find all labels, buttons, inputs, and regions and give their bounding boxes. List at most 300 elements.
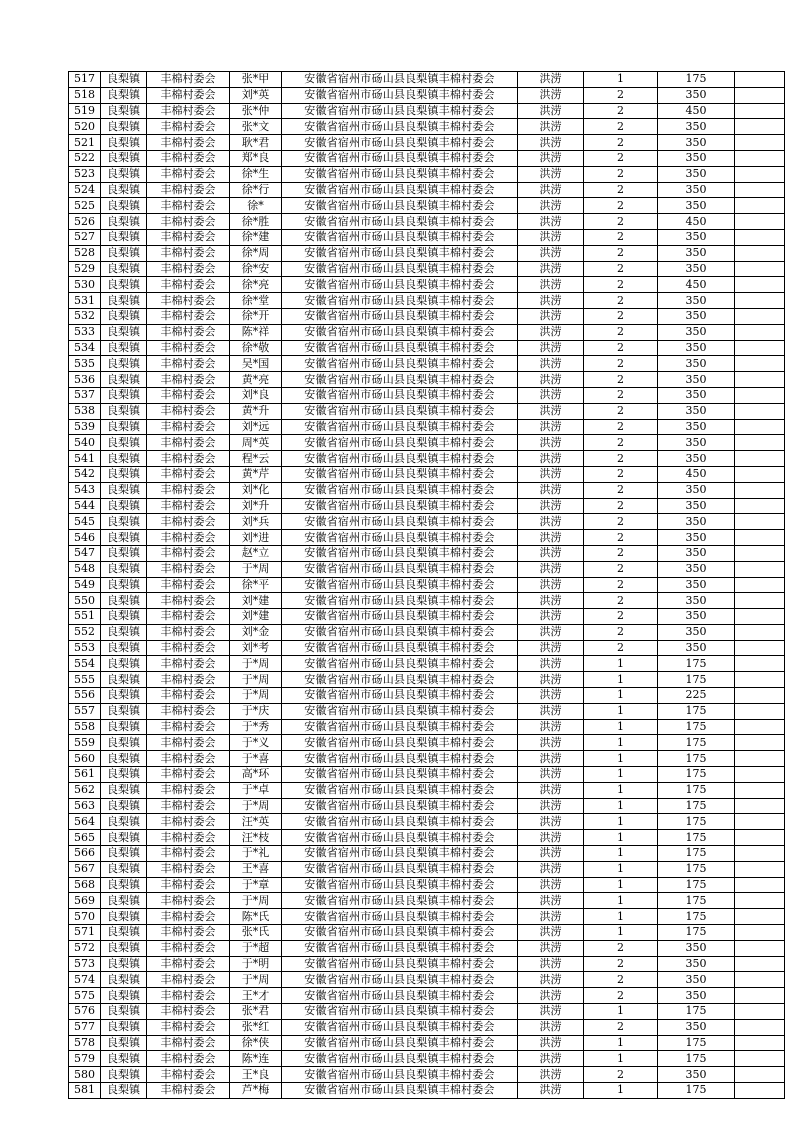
disaster-type-cell: 洪涝 (518, 877, 584, 893)
household-count-cell: 2 (584, 498, 658, 514)
town-cell: 良梨镇 (101, 561, 147, 577)
amount-cell: 175 (658, 72, 735, 88)
village-committee-cell: 丰棉村委会 (147, 972, 230, 988)
town-cell: 良梨镇 (101, 893, 147, 909)
name-cell: 于*超 (230, 940, 282, 956)
row-number: 546 (69, 530, 101, 546)
amount-cell: 350 (658, 561, 735, 577)
row-number: 547 (69, 545, 101, 561)
amount-cell: 350 (658, 324, 735, 340)
address-cell: 安徽省宿州市砀山县良梨镇丰棉村委会 (282, 577, 518, 593)
amount-cell: 450 (658, 277, 735, 293)
amount-cell: 350 (658, 229, 735, 245)
household-count-cell: 2 (584, 308, 658, 324)
amount-cell: 350 (658, 372, 735, 388)
household-count-cell: 2 (584, 135, 658, 151)
amount-cell: 175 (658, 767, 735, 783)
row-number: 555 (69, 672, 101, 688)
village-committee-cell: 丰棉村委会 (147, 767, 230, 783)
row-number: 540 (69, 435, 101, 451)
household-count-cell: 2 (584, 387, 658, 403)
village-committee-cell: 丰棉村委会 (147, 1035, 230, 1051)
household-count-cell: 2 (584, 87, 658, 103)
address-cell: 安徽省宿州市砀山县良梨镇丰棉村委会 (282, 909, 518, 925)
village-committee-cell: 丰棉村委会 (147, 419, 230, 435)
amount-cell: 450 (658, 214, 735, 230)
address-cell: 安徽省宿州市砀山县良梨镇丰棉村委会 (282, 498, 518, 514)
amount-cell: 350 (658, 166, 735, 182)
address-cell: 安徽省宿州市砀山县良梨镇丰棉村委会 (282, 324, 518, 340)
village-committee-cell: 丰棉村委会 (147, 751, 230, 767)
amount-cell: 350 (658, 514, 735, 530)
table-row (69, 1004, 785, 1020)
address-cell: 安徽省宿州市砀山县良梨镇丰棉村委会 (282, 261, 518, 277)
town-cell: 良梨镇 (101, 72, 147, 88)
row-number: 550 (69, 593, 101, 609)
disaster-type-cell: 洪涝 (518, 1051, 584, 1067)
address-cell: 安徽省宿州市砀山县良梨镇丰棉村委会 (282, 767, 518, 783)
name-cell: 刘*建 (230, 593, 282, 609)
row-number: 530 (69, 277, 101, 293)
household-count-cell: 1 (584, 782, 658, 798)
blank-cell (735, 308, 785, 324)
name-cell: 陈*祥 (230, 324, 282, 340)
blank-cell (735, 751, 785, 767)
blank-cell (735, 672, 785, 688)
village-committee-cell: 丰棉村委会 (147, 482, 230, 498)
amount-cell: 175 (658, 1051, 735, 1067)
blank-cell (735, 972, 785, 988)
disaster-type-cell: 洪涝 (518, 1004, 584, 1020)
village-committee-cell: 丰棉村委会 (147, 451, 230, 467)
blank-cell (735, 814, 785, 830)
name-cell: 王*良 (230, 1067, 282, 1083)
amount-cell: 175 (658, 1083, 735, 1099)
disaster-type-cell: 洪涝 (518, 530, 584, 546)
town-cell: 良梨镇 (101, 846, 147, 862)
amount-cell: 350 (658, 435, 735, 451)
blank-cell (735, 593, 785, 609)
name-cell: 赵*立 (230, 545, 282, 561)
town-cell: 良梨镇 (101, 387, 147, 403)
name-cell: 耿*君 (230, 135, 282, 151)
name-cell: 徐*周 (230, 245, 282, 261)
amount-cell: 350 (658, 1019, 735, 1035)
household-count-cell: 2 (584, 198, 658, 214)
table-row (69, 324, 785, 340)
name-cell: 于*周 (230, 972, 282, 988)
town-cell: 良梨镇 (101, 87, 147, 103)
name-cell: 于*周 (230, 656, 282, 672)
row-number: 544 (69, 498, 101, 514)
village-committee-cell: 丰棉村委会 (147, 624, 230, 640)
table-row (69, 530, 785, 546)
town-cell: 良梨镇 (101, 308, 147, 324)
blank-cell (735, 103, 785, 119)
town-cell: 良梨镇 (101, 403, 147, 419)
blank-cell (735, 1051, 785, 1067)
blank-cell (735, 245, 785, 261)
name-cell: 于*章 (230, 877, 282, 893)
disaster-type-cell: 洪涝 (518, 830, 584, 846)
town-cell: 良梨镇 (101, 609, 147, 625)
name-cell: 于*周 (230, 893, 282, 909)
household-count-cell: 2 (584, 245, 658, 261)
disaster-type-cell: 洪涝 (518, 1019, 584, 1035)
name-cell: 于*明 (230, 956, 282, 972)
village-committee-cell: 丰棉村委会 (147, 1004, 230, 1020)
disaster-type-cell: 洪涝 (518, 703, 584, 719)
town-cell: 良梨镇 (101, 1067, 147, 1083)
household-count-cell: 2 (584, 545, 658, 561)
blank-cell (735, 1019, 785, 1035)
address-cell: 安徽省宿州市砀山县良梨镇丰棉村委会 (282, 451, 518, 467)
amount-cell: 350 (658, 150, 735, 166)
table-row (69, 814, 785, 830)
disaster-type-cell: 洪涝 (518, 87, 584, 103)
name-cell: 张*氏 (230, 925, 282, 941)
village-committee-cell: 丰棉村委会 (147, 308, 230, 324)
town-cell: 良梨镇 (101, 988, 147, 1004)
town-cell: 良梨镇 (101, 672, 147, 688)
amount-cell: 350 (658, 419, 735, 435)
blank-cell (735, 1035, 785, 1051)
row-number: 562 (69, 782, 101, 798)
village-committee-cell: 丰棉村委会 (147, 387, 230, 403)
household-count-cell: 1 (584, 1035, 658, 1051)
row-number: 535 (69, 356, 101, 372)
village-committee-cell: 丰棉村委会 (147, 87, 230, 103)
amount-cell: 175 (658, 1004, 735, 1020)
town-cell: 良梨镇 (101, 135, 147, 151)
address-cell: 安徽省宿州市砀山县良梨镇丰棉村委会 (282, 719, 518, 735)
household-count-cell: 2 (584, 940, 658, 956)
amount-cell: 175 (658, 877, 735, 893)
household-count-cell: 2 (584, 372, 658, 388)
address-cell: 安徽省宿州市砀山县良梨镇丰棉村委会 (282, 419, 518, 435)
disaster-type-cell: 洪涝 (518, 814, 584, 830)
village-committee-cell: 丰棉村委会 (147, 861, 230, 877)
address-cell: 安徽省宿州市砀山县良梨镇丰棉村委会 (282, 751, 518, 767)
town-cell: 良梨镇 (101, 435, 147, 451)
village-committee-cell: 丰棉村委会 (147, 182, 230, 198)
blank-cell (735, 150, 785, 166)
household-count-cell: 2 (584, 593, 658, 609)
village-committee-cell: 丰棉村委会 (147, 372, 230, 388)
table-row (69, 166, 785, 182)
row-number: 519 (69, 103, 101, 119)
household-count-cell: 2 (584, 214, 658, 230)
address-cell: 安徽省宿州市砀山县良梨镇丰棉村委会 (282, 356, 518, 372)
town-cell: 良梨镇 (101, 261, 147, 277)
village-committee-cell: 丰棉村委会 (147, 135, 230, 151)
name-cell: 徐*开 (230, 308, 282, 324)
village-committee-cell: 丰棉村委会 (147, 545, 230, 561)
row-number: 520 (69, 119, 101, 135)
amount-cell: 350 (658, 940, 735, 956)
name-cell: 徐*平 (230, 577, 282, 593)
town-cell: 良梨镇 (101, 166, 147, 182)
amount-cell: 175 (658, 814, 735, 830)
table-row (69, 451, 785, 467)
disaster-type-cell: 洪涝 (518, 119, 584, 135)
village-committee-cell: 丰棉村委会 (147, 1019, 230, 1035)
amount-cell: 175 (658, 909, 735, 925)
household-count-cell: 1 (584, 719, 658, 735)
address-cell: 安徽省宿州市砀山县良梨镇丰棉村委会 (282, 293, 518, 309)
blank-cell (735, 324, 785, 340)
address-cell: 安徽省宿州市砀山县良梨镇丰棉村委会 (282, 782, 518, 798)
table-row (69, 198, 785, 214)
table-row (69, 688, 785, 704)
village-committee-cell: 丰棉村委会 (147, 846, 230, 862)
address-cell: 安徽省宿州市砀山县良梨镇丰棉村委会 (282, 308, 518, 324)
disaster-type-cell: 洪涝 (518, 308, 584, 324)
village-committee-cell: 丰棉村委会 (147, 798, 230, 814)
town-cell: 良梨镇 (101, 245, 147, 261)
address-cell: 安徽省宿州市砀山县良梨镇丰棉村委会 (282, 72, 518, 88)
address-cell: 安徽省宿州市砀山县良梨镇丰棉村委会 (282, 940, 518, 956)
table-row (69, 1051, 785, 1067)
household-count-cell: 1 (584, 909, 658, 925)
disaster-type-cell: 洪涝 (518, 245, 584, 261)
table-row (69, 182, 785, 198)
village-committee-cell: 丰棉村委会 (147, 150, 230, 166)
name-cell: 于*庆 (230, 703, 282, 719)
town-cell: 良梨镇 (101, 340, 147, 356)
town-cell: 良梨镇 (101, 119, 147, 135)
address-cell: 安徽省宿州市砀山县良梨镇丰棉村委会 (282, 150, 518, 166)
name-cell: 徐*胜 (230, 214, 282, 230)
town-cell: 良梨镇 (101, 1004, 147, 1020)
disaster-type-cell: 洪涝 (518, 861, 584, 877)
disaster-type-cell: 洪涝 (518, 435, 584, 451)
household-count-cell: 1 (584, 703, 658, 719)
name-cell: 刘*化 (230, 482, 282, 498)
table-row (69, 293, 785, 309)
village-committee-cell: 丰棉村委会 (147, 72, 230, 88)
row-number: 523 (69, 166, 101, 182)
amount-cell: 350 (658, 387, 735, 403)
disaster-type-cell: 洪涝 (518, 214, 584, 230)
table-row (69, 751, 785, 767)
disaster-type-cell: 洪涝 (518, 482, 584, 498)
amount-cell: 350 (658, 87, 735, 103)
row-number: 559 (69, 735, 101, 751)
table-row (69, 103, 785, 119)
address-cell: 安徽省宿州市砀山县良梨镇丰棉村委会 (282, 229, 518, 245)
village-committee-cell: 丰棉村委会 (147, 293, 230, 309)
address-cell: 安徽省宿州市砀山县良梨镇丰棉村委会 (282, 988, 518, 1004)
address-cell: 安徽省宿州市砀山县良梨镇丰棉村委会 (282, 735, 518, 751)
disaster-type-cell: 洪涝 (518, 1083, 584, 1099)
amount-cell: 350 (658, 340, 735, 356)
household-count-cell: 2 (584, 1067, 658, 1083)
blank-cell (735, 719, 785, 735)
village-committee-cell: 丰棉村委会 (147, 561, 230, 577)
name-cell: 刘*英 (230, 87, 282, 103)
address-cell: 安徽省宿州市砀山县良梨镇丰棉村委会 (282, 593, 518, 609)
row-number: 572 (69, 940, 101, 956)
household-count-cell: 2 (584, 956, 658, 972)
town-cell: 良梨镇 (101, 1035, 147, 1051)
village-committee-cell: 丰棉村委会 (147, 1083, 230, 1099)
table-row (69, 214, 785, 230)
disaster-type-cell: 洪涝 (518, 451, 584, 467)
town-cell: 良梨镇 (101, 466, 147, 482)
amount-cell: 350 (658, 261, 735, 277)
village-committee-cell: 丰棉村委会 (147, 403, 230, 419)
amount-cell: 350 (658, 198, 735, 214)
name-cell: 徐*行 (230, 182, 282, 198)
town-cell: 良梨镇 (101, 451, 147, 467)
amount-cell: 350 (658, 988, 735, 1004)
blank-cell (735, 530, 785, 546)
blank-cell (735, 72, 785, 88)
name-cell: 于*秀 (230, 719, 282, 735)
village-committee-cell: 丰棉村委会 (147, 640, 230, 656)
town-cell: 良梨镇 (101, 624, 147, 640)
row-number: 551 (69, 609, 101, 625)
town-cell: 良梨镇 (101, 782, 147, 798)
town-cell: 良梨镇 (101, 703, 147, 719)
blank-cell (735, 1083, 785, 1099)
village-committee-cell: 丰棉村委会 (147, 593, 230, 609)
amount-cell: 350 (658, 530, 735, 546)
row-number: 538 (69, 403, 101, 419)
village-committee-cell: 丰棉村委会 (147, 1051, 230, 1067)
blank-cell (735, 640, 785, 656)
row-number: 525 (69, 198, 101, 214)
disaster-type-cell: 洪涝 (518, 782, 584, 798)
table-row (69, 1019, 785, 1035)
name-cell: 张*甲 (230, 72, 282, 88)
household-count-cell: 2 (584, 324, 658, 340)
address-cell: 安徽省宿州市砀山县良梨镇丰棉村委会 (282, 972, 518, 988)
household-count-cell: 1 (584, 798, 658, 814)
name-cell: 王*才 (230, 988, 282, 1004)
name-cell: 刘*良 (230, 387, 282, 403)
household-count-cell: 1 (584, 1004, 658, 1020)
household-count-cell: 2 (584, 229, 658, 245)
table-row (69, 1083, 785, 1099)
village-committee-cell: 丰棉村委会 (147, 245, 230, 261)
disaster-type-cell: 洪涝 (518, 909, 584, 925)
village-committee-cell: 丰棉村委会 (147, 577, 230, 593)
town-cell: 良梨镇 (101, 972, 147, 988)
row-number: 566 (69, 846, 101, 862)
amount-cell: 450 (658, 103, 735, 119)
blank-cell (735, 498, 785, 514)
disaster-type-cell: 洪涝 (518, 751, 584, 767)
address-cell: 安徽省宿州市砀山县良梨镇丰棉村委会 (282, 861, 518, 877)
table-row (69, 877, 785, 893)
household-count-cell: 1 (584, 814, 658, 830)
row-number: 531 (69, 293, 101, 309)
disaster-type-cell: 洪涝 (518, 293, 584, 309)
blank-cell (735, 703, 785, 719)
row-number: 579 (69, 1051, 101, 1067)
row-number: 517 (69, 72, 101, 88)
amount-cell: 350 (658, 135, 735, 151)
table-row (69, 466, 785, 482)
village-committee-cell: 丰棉村委会 (147, 214, 230, 230)
village-committee-cell: 丰棉村委会 (147, 609, 230, 625)
town-cell: 良梨镇 (101, 514, 147, 530)
household-count-cell: 2 (584, 103, 658, 119)
blank-cell (735, 198, 785, 214)
amount-cell: 225 (658, 688, 735, 704)
table-row (69, 419, 785, 435)
village-committee-cell: 丰棉村委会 (147, 672, 230, 688)
disaster-type-cell: 洪涝 (518, 1067, 584, 1083)
address-cell: 安徽省宿州市砀山县良梨镇丰棉村委会 (282, 846, 518, 862)
town-cell: 良梨镇 (101, 798, 147, 814)
town-cell: 良梨镇 (101, 830, 147, 846)
household-count-cell: 2 (584, 451, 658, 467)
blank-cell (735, 925, 785, 941)
household-count-cell: 1 (584, 751, 658, 767)
disaster-type-cell: 洪涝 (518, 577, 584, 593)
address-cell: 安徽省宿州市砀山县良梨镇丰棉村委会 (282, 640, 518, 656)
row-number: 541 (69, 451, 101, 467)
amount-cell: 350 (658, 356, 735, 372)
town-cell: 良梨镇 (101, 1051, 147, 1067)
village-committee-cell: 丰棉村委会 (147, 435, 230, 451)
town-cell: 良梨镇 (101, 877, 147, 893)
blank-cell (735, 735, 785, 751)
row-number: 518 (69, 87, 101, 103)
town-cell: 良梨镇 (101, 545, 147, 561)
amount-cell: 450 (658, 466, 735, 482)
table-row (69, 514, 785, 530)
disaster-type-cell: 洪涝 (518, 1035, 584, 1051)
blank-cell (735, 846, 785, 862)
amount-cell: 175 (658, 735, 735, 751)
name-cell: 徐*侠 (230, 1035, 282, 1051)
name-cell: 汪*枝 (230, 830, 282, 846)
blank-cell (735, 656, 785, 672)
town-cell: 良梨镇 (101, 372, 147, 388)
blank-cell (735, 577, 785, 593)
name-cell: 徐*敬 (230, 340, 282, 356)
row-number: 580 (69, 1067, 101, 1083)
name-cell: 徐*安 (230, 261, 282, 277)
name-cell: 于*喜 (230, 751, 282, 767)
town-cell: 良梨镇 (101, 324, 147, 340)
household-count-cell: 2 (584, 419, 658, 435)
table-row (69, 72, 785, 88)
row-number: 554 (69, 656, 101, 672)
row-number: 532 (69, 308, 101, 324)
town-cell: 良梨镇 (101, 593, 147, 609)
town-cell: 良梨镇 (101, 814, 147, 830)
household-count-cell: 1 (584, 735, 658, 751)
name-cell: 周*英 (230, 435, 282, 451)
table-row (69, 767, 785, 783)
address-cell: 安徽省宿州市砀山县良梨镇丰棉村委会 (282, 624, 518, 640)
table-row (69, 435, 785, 451)
blank-cell (735, 688, 785, 704)
blank-cell (735, 545, 785, 561)
address-cell: 安徽省宿州市砀山县良梨镇丰棉村委会 (282, 1083, 518, 1099)
table-row (69, 830, 785, 846)
household-count-cell: 2 (584, 561, 658, 577)
town-cell: 良梨镇 (101, 688, 147, 704)
row-number: 569 (69, 893, 101, 909)
disaster-type-cell: 洪涝 (518, 166, 584, 182)
table-row (69, 135, 785, 151)
